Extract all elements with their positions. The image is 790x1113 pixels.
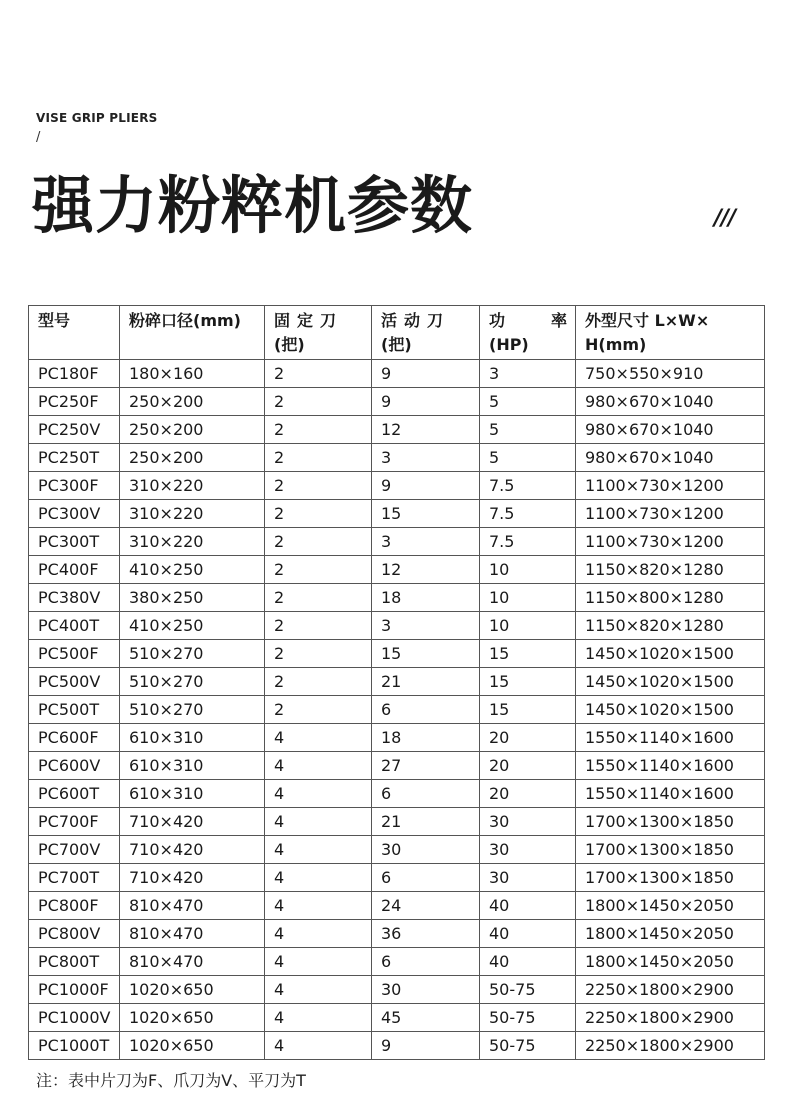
table-row <box>29 668 765 696</box>
cell-crush-diameter: 610×310 <box>120 724 265 752</box>
table-row <box>29 752 765 780</box>
header-fixed-knife-label: 固定刀 <box>274 311 344 330</box>
cell-moving-knife: 6 <box>372 864 480 892</box>
cell-model: PC500V <box>29 668 120 696</box>
cell-dimensions: 1100×730×1200 <box>576 472 765 500</box>
cell-crush-diameter: 410×250 <box>120 612 265 640</box>
header-crush-diameter <box>120 306 265 360</box>
table-row <box>29 416 765 444</box>
cell-crush-diameter: 510×270 <box>120 696 265 724</box>
cell-model: PC400F <box>29 556 120 584</box>
cell-power: 40 <box>480 920 576 948</box>
cell-model: PC400T <box>29 612 120 640</box>
cell-model: PC600V <box>29 752 120 780</box>
header-model <box>29 306 120 360</box>
cell-moving-knife: 30 <box>372 976 480 1004</box>
cell-moving-knife: 15 <box>372 500 480 528</box>
header-power-unit: (HP) <box>489 335 529 354</box>
cell-dimensions: 1550×1140×1600 <box>576 724 765 752</box>
cell-model: PC1000F <box>29 976 120 1004</box>
header-power <box>480 306 576 360</box>
cell-dimensions: 1450×1020×1500 <box>576 668 765 696</box>
cell-moving-knife: 12 <box>372 416 480 444</box>
cell-fixed-knife: 4 <box>265 780 372 808</box>
cell-model: PC500T <box>29 696 120 724</box>
table-row <box>29 556 765 584</box>
cell-moving-knife: 6 <box>372 696 480 724</box>
cell-crush-diameter: 310×220 <box>120 472 265 500</box>
table-row <box>29 388 765 416</box>
cell-crush-diameter: 610×310 <box>120 780 265 808</box>
cell-power: 5 <box>480 444 576 472</box>
table-row <box>29 864 765 892</box>
cell-model: PC250F <box>29 388 120 416</box>
cell-model: PC300F <box>29 472 120 500</box>
cell-model: PC1000V <box>29 1004 120 1032</box>
cell-fixed-knife: 2 <box>265 528 372 556</box>
cell-model: PC300V <box>29 500 120 528</box>
header-moving-knife <box>372 306 480 360</box>
cell-moving-knife: 9 <box>372 1032 480 1060</box>
cell-moving-knife: 9 <box>372 360 480 388</box>
table-row <box>29 360 765 388</box>
header-dimensions-label: 外型尺寸 L×W× <box>585 311 710 330</box>
header-power-label <box>489 309 575 333</box>
cell-fixed-knife: 2 <box>265 584 372 612</box>
table-row <box>29 724 765 752</box>
parameters-table <box>28 305 765 1060</box>
cell-model: PC250T <box>29 444 120 472</box>
table-row <box>29 640 765 668</box>
cell-model: PC600F <box>29 724 120 752</box>
cell-crush-diameter: 250×200 <box>120 444 265 472</box>
cell-dimensions: 1800×1450×2050 <box>576 892 765 920</box>
header-power-char-1: 功 <box>489 311 506 330</box>
cell-moving-knife: 6 <box>372 780 480 808</box>
header-crush-diameter-label: 粉碎口径(mm) <box>129 311 241 330</box>
cell-power: 15 <box>480 640 576 668</box>
cell-fixed-knife: 2 <box>265 416 372 444</box>
cell-moving-knife: 15 <box>372 640 480 668</box>
cell-crush-diameter: 710×420 <box>120 864 265 892</box>
cell-dimensions: 980×670×1040 <box>576 416 765 444</box>
cell-power: 50-75 <box>480 1004 576 1032</box>
cell-moving-knife: 3 <box>372 528 480 556</box>
table-row <box>29 1032 765 1060</box>
table-row <box>29 808 765 836</box>
cell-fixed-knife: 2 <box>265 388 372 416</box>
cell-power: 30 <box>480 864 576 892</box>
table-row <box>29 976 765 1004</box>
cell-crush-diameter: 310×220 <box>120 500 265 528</box>
cell-moving-knife: 45 <box>372 1004 480 1032</box>
cell-fixed-knife: 2 <box>265 444 372 472</box>
cell-fixed-knife: 2 <box>265 696 372 724</box>
cell-dimensions: 750×550×910 <box>576 360 765 388</box>
table-row <box>29 528 765 556</box>
cell-fixed-knife: 2 <box>265 556 372 584</box>
cell-crush-diameter: 510×270 <box>120 668 265 696</box>
cell-dimensions: 1800×1450×2050 <box>576 920 765 948</box>
cell-dimensions: 1450×1020×1500 <box>576 640 765 668</box>
cell-dimensions: 1150×820×1280 <box>576 556 765 584</box>
header-power-char-2: 率 <box>550 311 567 330</box>
table-row <box>29 780 765 808</box>
cell-model: PC800F <box>29 892 120 920</box>
cell-dimensions: 2250×1800×2900 <box>576 1032 765 1060</box>
cell-power: 10 <box>480 584 576 612</box>
cell-crush-diameter: 1020×650 <box>120 1004 265 1032</box>
header-moving-knife-unit: (把) <box>381 335 412 354</box>
table-row <box>29 1004 765 1032</box>
header-moving-knife-label: 活动刀 <box>381 311 451 330</box>
cell-moving-knife: 21 <box>372 668 480 696</box>
brand-label: VISE GRIP PLIERS <box>36 111 158 125</box>
cell-power: 15 <box>480 668 576 696</box>
cell-power: 5 <box>480 388 576 416</box>
cell-model: PC800V <box>29 920 120 948</box>
cell-power: 20 <box>480 752 576 780</box>
cell-moving-knife: 30 <box>372 836 480 864</box>
cell-fixed-knife: 2 <box>265 472 372 500</box>
cell-power: 50-75 <box>480 1032 576 1060</box>
cell-power: 10 <box>480 556 576 584</box>
cell-moving-knife: 3 <box>372 444 480 472</box>
table-row <box>29 920 765 948</box>
cell-power: 5 <box>480 416 576 444</box>
cell-model: PC500F <box>29 640 120 668</box>
table-row <box>29 892 765 920</box>
page-title: 强力粉粹机参数 <box>32 169 474 242</box>
header-model-label: 型号 <box>38 311 71 330</box>
cell-power: 30 <box>480 836 576 864</box>
cell-dimensions: 1150×800×1280 <box>576 584 765 612</box>
cell-moving-knife: 18 <box>372 584 480 612</box>
cell-dimensions: 1700×1300×1850 <box>576 864 765 892</box>
cell-crush-diameter: 310×220 <box>120 528 265 556</box>
cell-fixed-knife: 4 <box>265 808 372 836</box>
cell-fixed-knife: 4 <box>265 864 372 892</box>
cell-model: PC700T <box>29 864 120 892</box>
cell-model: PC800T <box>29 948 120 976</box>
cell-dimensions: 1700×1300×1850 <box>576 836 765 864</box>
cell-model: PC1000T <box>29 1032 120 1060</box>
cell-crush-diameter: 250×200 <box>120 388 265 416</box>
cell-fixed-knife: 4 <box>265 948 372 976</box>
cell-dimensions: 980×670×1040 <box>576 444 765 472</box>
table-row <box>29 612 765 640</box>
cell-fixed-knife: 4 <box>265 836 372 864</box>
cell-model: PC700F <box>29 808 120 836</box>
brand-slash: / <box>36 130 41 145</box>
cell-moving-knife: 6 <box>372 948 480 976</box>
cell-power: 20 <box>480 780 576 808</box>
cell-crush-diameter: 510×270 <box>120 640 265 668</box>
cell-power: 40 <box>480 892 576 920</box>
cell-fixed-knife: 4 <box>265 892 372 920</box>
table-row <box>29 836 765 864</box>
table-row <box>29 444 765 472</box>
cell-crush-diameter: 180×160 <box>120 360 265 388</box>
cell-fixed-knife: 4 <box>265 1004 372 1032</box>
cell-fixed-knife: 4 <box>265 920 372 948</box>
cell-power: 10 <box>480 612 576 640</box>
cell-model: PC180F <box>29 360 120 388</box>
cell-crush-diameter: 250×200 <box>120 416 265 444</box>
cell-power: 20 <box>480 724 576 752</box>
cell-fixed-knife: 2 <box>265 668 372 696</box>
header-dimensions <box>576 306 765 360</box>
cell-moving-knife: 21 <box>372 808 480 836</box>
cell-dimensions: 1550×1140×1600 <box>576 752 765 780</box>
cell-moving-knife: 9 <box>372 472 480 500</box>
cell-model: PC700V <box>29 836 120 864</box>
cell-fixed-knife: 4 <box>265 724 372 752</box>
cell-dimensions: 1100×730×1200 <box>576 500 765 528</box>
cell-power: 40 <box>480 948 576 976</box>
table-row <box>29 584 765 612</box>
cell-power: 15 <box>480 696 576 724</box>
header-fixed-knife <box>265 306 372 360</box>
cell-dimensions: 1700×1300×1850 <box>576 808 765 836</box>
cell-model: PC250V <box>29 416 120 444</box>
cell-moving-knife: 24 <box>372 892 480 920</box>
table-row <box>29 696 765 724</box>
cell-crush-diameter: 1020×650 <box>120 976 265 1004</box>
cell-dimensions: 2250×1800×2900 <box>576 976 765 1004</box>
cell-moving-knife: 12 <box>372 556 480 584</box>
cell-dimensions: 980×670×1040 <box>576 388 765 416</box>
cell-crush-diameter: 810×470 <box>120 892 265 920</box>
cell-power: 7.5 <box>480 528 576 556</box>
cell-fixed-knife: 2 <box>265 612 372 640</box>
cell-moving-knife: 3 <box>372 612 480 640</box>
cell-crush-diameter: 710×420 <box>120 808 265 836</box>
cell-dimensions: 1550×1140×1600 <box>576 780 765 808</box>
table-row <box>29 948 765 976</box>
cell-model: PC380V <box>29 584 120 612</box>
cell-power: 30 <box>480 808 576 836</box>
cell-power: 7.5 <box>480 472 576 500</box>
cell-dimensions: 1150×820×1280 <box>576 612 765 640</box>
header-dimensions-unit: H(mm) <box>585 335 647 354</box>
footnote: 注：表中片刀为F、爪刀为V、平刀为T <box>36 1071 306 1090</box>
cell-power: 3 <box>480 360 576 388</box>
cell-dimensions: 1450×1020×1500 <box>576 696 765 724</box>
cell-crush-diameter: 380×250 <box>120 584 265 612</box>
cell-crush-diameter: 810×470 <box>120 948 265 976</box>
cell-dimensions: 1100×730×1200 <box>576 528 765 556</box>
cell-model: PC600T <box>29 780 120 808</box>
cell-fixed-knife: 2 <box>265 360 372 388</box>
cell-moving-knife: 27 <box>372 752 480 780</box>
table-body <box>29 360 765 1060</box>
header-fixed-knife-unit: (把) <box>274 335 305 354</box>
decorative-slashes: /// <box>714 206 736 231</box>
cell-crush-diameter: 710×420 <box>120 836 265 864</box>
cell-power: 7.5 <box>480 500 576 528</box>
cell-fixed-knife: 4 <box>265 976 372 1004</box>
cell-crush-diameter: 1020×650 <box>120 1032 265 1060</box>
cell-model: PC300T <box>29 528 120 556</box>
cell-dimensions: 2250×1800×2900 <box>576 1004 765 1032</box>
cell-crush-diameter: 810×470 <box>120 920 265 948</box>
cell-fixed-knife: 4 <box>265 752 372 780</box>
cell-dimensions: 1800×1450×2050 <box>576 948 765 976</box>
cell-fixed-knife: 2 <box>265 640 372 668</box>
cell-moving-knife: 18 <box>372 724 480 752</box>
table-header-row <box>29 306 765 360</box>
cell-power: 50-75 <box>480 976 576 1004</box>
cell-crush-diameter: 610×310 <box>120 752 265 780</box>
cell-fixed-knife: 2 <box>265 500 372 528</box>
table-row <box>29 500 765 528</box>
cell-moving-knife: 36 <box>372 920 480 948</box>
table-row <box>29 472 765 500</box>
cell-crush-diameter: 410×250 <box>120 556 265 584</box>
cell-moving-knife: 9 <box>372 388 480 416</box>
cell-fixed-knife: 4 <box>265 1032 372 1060</box>
